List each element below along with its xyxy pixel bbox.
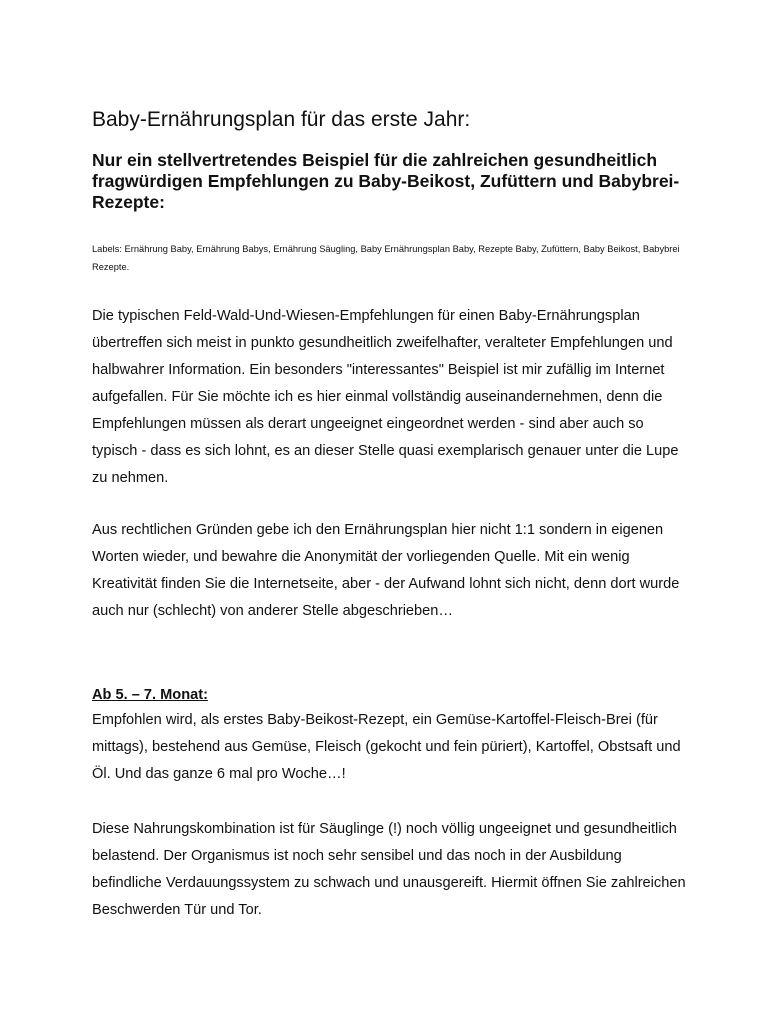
paragraph-critique: Diese Nahrungskombination ist für Säuglinge (!) noch völlig ungeeignet und gesundheitlich belastend. Der Organismus ist noch sehr sensibel und das noch in der Ausbildung befindliche Verdauungssystem zu schwach und unausgereift. Hiermit öffnen Sie zahlreichen Beschwerden Tür und Tor. (92, 821, 686, 918)
paragraph-legal-note: Aus rechtlichen Gründen gebe ich den Ernährungsplan hier nicht 1:1 sondern in eigenen Worten wieder, und bewahre die Anonymität der vorliegenden Quelle. Mit ein wenig Kreativität finden Sie die Internetseite, aber - der Aufwand lohnt sich nicht, denn dort wurde auch nur (schlecht) von anderer Stelle abgeschrieben… (92, 522, 680, 619)
paragraph-intro: Die typischen Feld-Wald-Und-Wiesen-Empfehlungen für einen Baby-Ernährungsplan übertreffen sich meist in punkto gesundheitlich zweifelhafter, veralteter Empfehlungen und halbwahrer Information. Ein besonders "interessantes" Beispiel ist mir zufällig im Internet aufgefallen. Für Sie möchte ich es hier einmal vollständig auseinandernehmen, denn die Empfehlungen müssen als derart ungeeignet eingeordnet werden - sind aber auch so typisch - dass es sich lohnt, es an dieser Stelle quasi exemplarisch genauer unter die Lupe zu nehmen. (92, 308, 679, 486)
section-heading-month-5-7: Ab 5. – 7. Monat: (92, 687, 208, 703)
document-subtitle: Nur ein stellvertretendes Beispiel für die zahlreichen gesundheitlich fragwürdigen Empfehlungen zu Baby-Beikost, Zufüttern und Babybrei-Rezepte: (92, 150, 680, 212)
labels-line: Labels: Ernährung Baby, Ernährung Babys, Ernährung Säugling, Baby Ernährungsplan Baby, Rezepte Baby, Zufüttern, Baby Beikost, Babybrei Rezepte. (92, 244, 680, 272)
paragraph-recommendation: Empfohlen wird, als erstes Baby-Beikost-Rezept, ein Gemüse-Kartoffel-Fleisch-Brei (für mittags), bestehend aus Gemüse, Fleisch (gekocht und fein püriert), Kartoffel, Obstsaft und Öl. Und das ganze 6 mal pro Woche…! (92, 712, 681, 782)
document-title: Baby-Ernährungsplan für das erste Jahr: (92, 108, 471, 131)
